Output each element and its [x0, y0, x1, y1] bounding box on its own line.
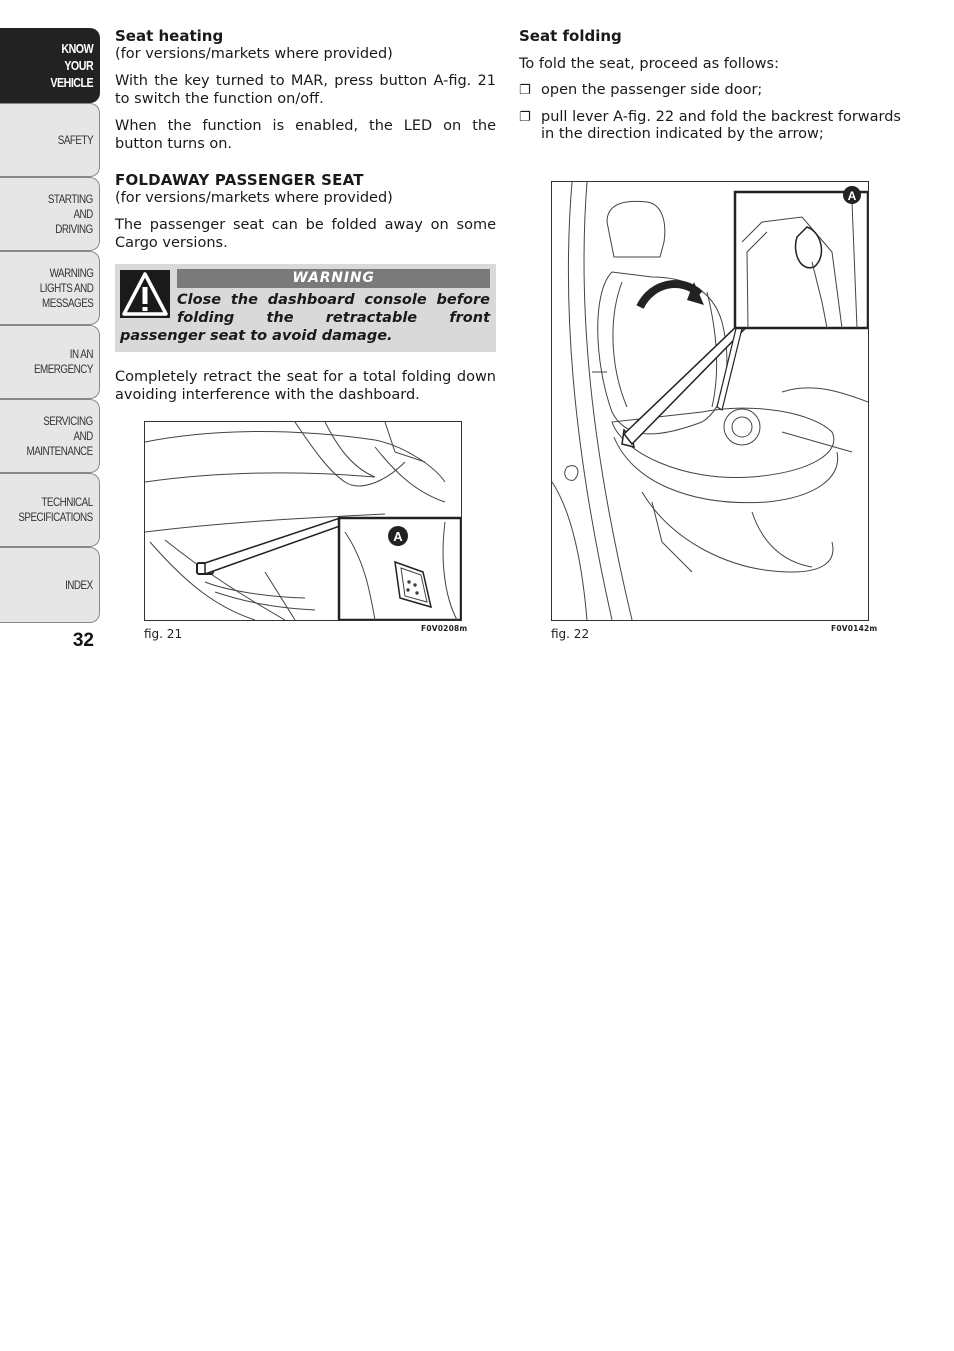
- tab-servicing[interactable]: [0, 399, 100, 473]
- warning-box: [115, 264, 496, 352]
- figure-code: F0V0208m: [421, 624, 468, 633]
- figure-caption: fig. 22: [551, 627, 590, 641]
- list-item: [519, 82, 901, 100]
- tab-warning-lights[interactable]: [0, 251, 100, 325]
- seat-folding-illustration: [552, 182, 868, 620]
- step-text: open the passenger side door;: [541, 82, 763, 98]
- tab-technical-specifications[interactable]: [0, 473, 100, 547]
- tab-label: SAFETY: [57, 132, 93, 147]
- tab-label: WARNING LIGHTS AND MESSAGES: [39, 265, 93, 310]
- seat-heating-illustration: [145, 422, 461, 620]
- list-item: [519, 109, 901, 144]
- figure-21-seat-heating-button: [144, 421, 462, 621]
- seat-heating-subtitle: (for versions/markets where provided): [115, 45, 393, 62]
- retract-seat-para: Completely retract the seat for a total folding down avoiding interference with the dashboard.: [115, 369, 496, 403]
- tab-label: TECHNICAL SPECIFICATIONS: [18, 495, 93, 524]
- seat-heating-para2: When the function is enabled, the LED on the button turns on.: [115, 118, 496, 152]
- tab-starting-and-driving[interactable]: [0, 177, 100, 251]
- tab-safety[interactable]: [0, 103, 100, 177]
- seat-folding-intro: To fold the seat, proceed as follows:: [519, 55, 779, 72]
- figure-22-seat-folding-lever: [551, 181, 869, 621]
- svg-text:A: A: [847, 189, 857, 203]
- warning-title: WARNING: [177, 269, 490, 288]
- checkbox-bullet-icon: ❐: [519, 109, 531, 125]
- foldaway-title: FOLDAWAY PASSENGER SEAT: [115, 171, 364, 189]
- step-text: pull lever A-fig. 22 and fold the backrest forwards in the direction indicated by the arrow;: [541, 108, 901, 142]
- foldaway-para1: The passenger seat can be folded away on some Cargo versions.: [115, 217, 496, 251]
- left-column: [115, 28, 496, 404]
- svg-text:A: A: [393, 529, 403, 544]
- tab-label: STARTING AND DRIVING: [48, 191, 93, 236]
- warning-text: Close the dashboard console before folding the retractable front passenger seat to avoid damage.: [120, 292, 490, 344]
- right-column: [519, 28, 901, 144]
- tab-label: IN AN EMERGENCY: [33, 347, 93, 376]
- figure-caption: fig. 21: [144, 627, 183, 641]
- tab-in-an-emergency[interactable]: [0, 325, 100, 399]
- checkbox-bullet-icon: ❐: [519, 83, 531, 98]
- seat-heating-title: Seat heating: [115, 27, 224, 45]
- tab-index[interactable]: [0, 547, 100, 623]
- warning-triangle-icon: [120, 270, 170, 318]
- page-number: 32: [72, 630, 94, 651]
- tab-know-your-vehicle[interactable]: [0, 28, 100, 103]
- figure-code: F0V0142m: [831, 624, 878, 633]
- tab-label: KNOW YOUR VEHICLE: [50, 41, 93, 90]
- seat-heating-para1: With the key turned to MAR, press button A-fig. 21 to switch the function on/off.: [115, 73, 496, 107]
- foldaway-subtitle: (for versions/markets where provided): [115, 189, 393, 206]
- tab-label: SERVICING AND MAINTENANCE: [26, 413, 93, 458]
- tab-label: INDEX: [65, 577, 93, 592]
- seat-folding-title: Seat folding: [519, 27, 622, 45]
